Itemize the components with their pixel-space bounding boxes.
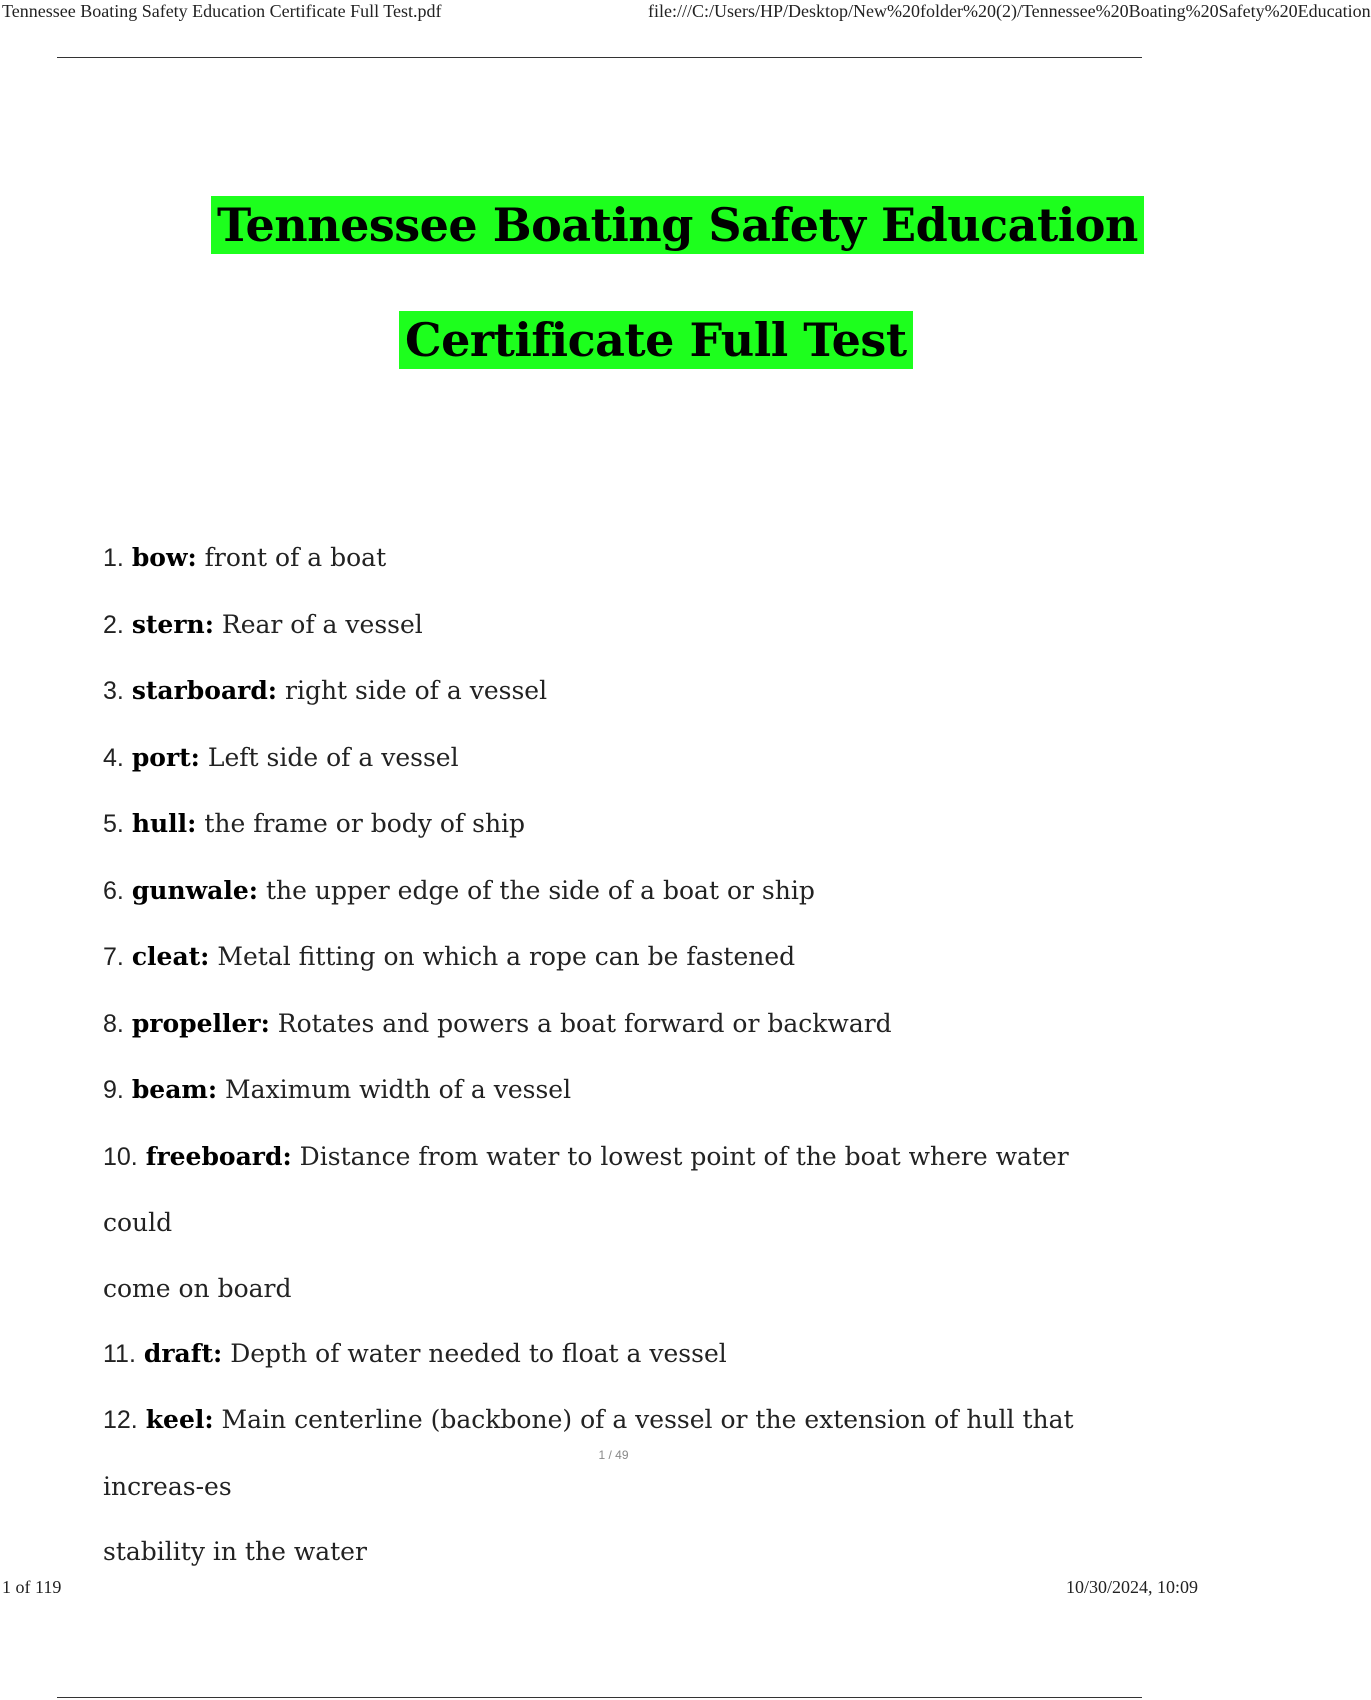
- item-definition-continuation: come on board: [103, 1273, 292, 1303]
- item-definition: front of a boat: [204, 543, 387, 572]
- item-definition: Rear of a vessel: [221, 609, 423, 639]
- item-term: bow:: [131, 543, 197, 572]
- item-definition: Depth of water needed to float a vessel: [230, 1338, 727, 1368]
- item-term: starboard:: [131, 676, 278, 705]
- list-item: [103, 1124, 1123, 1321]
- item-definition: right side of a vessel: [285, 676, 548, 705]
- term-definition-list: [103, 525, 1123, 1584]
- item-number: 3.: [103, 677, 124, 705]
- list-item: [103, 525, 1123, 592]
- item-definition: Distance from water to lowest point of the boat where water could: [103, 1141, 1069, 1237]
- pdf-page-indicator: 1 / 49: [598, 1448, 629, 1462]
- item-number: 1.: [103, 544, 124, 572]
- list-item: [103, 1387, 1123, 1584]
- item-number: 11.: [103, 1339, 136, 1368]
- item-number: 12.: [103, 1406, 138, 1434]
- item-term: freeboard:: [145, 1141, 292, 1171]
- item-term: propeller:: [131, 1008, 270, 1038]
- item-definition-continuation: stability in the water: [103, 1537, 367, 1566]
- item-definition: Main centerline (backbone) of a vessel or the extension of hull that increas-es: [103, 1405, 1074, 1501]
- item-definition: Left side of a vessel: [207, 742, 459, 772]
- item-definition: the upper edge of the side of a boat or ship: [265, 875, 815, 905]
- item-term: cleat:: [131, 942, 210, 971]
- header-divider: [57, 57, 1142, 58]
- print-footer-page-count: 1 of 119: [2, 1577, 62, 1597]
- list-item: [103, 1057, 1123, 1124]
- item-term: port:: [131, 742, 200, 772]
- item-number: 2.: [103, 610, 124, 639]
- item-number: 5.: [103, 810, 124, 838]
- item-definition: the frame or body of ship: [204, 809, 526, 838]
- list-item: [103, 592, 1123, 659]
- item-number: 9.: [103, 1076, 124, 1104]
- item-term: keel:: [145, 1405, 214, 1434]
- item-number: 4.: [103, 743, 124, 772]
- item-number: 8.: [103, 1009, 124, 1038]
- footer-divider: [57, 1697, 1142, 1698]
- item-term: beam:: [131, 1075, 218, 1104]
- print-header-file-url: file:///C:/Users/HP/Desktop/New%20folder%20(2)/Tennessee%20Boating%20Safety%20Education: [648, 1, 1371, 21]
- list-item: [103, 658, 1123, 725]
- item-definition: Maximum width of a vessel: [225, 1075, 572, 1104]
- list-item: [103, 991, 1123, 1058]
- page-title-line-2: Certificate Full Test: [399, 311, 913, 369]
- list-item: [103, 725, 1123, 792]
- item-term: stern:: [131, 609, 214, 639]
- print-header: [0, 0, 1371, 26]
- list-item: [103, 858, 1123, 925]
- item-number: 10.: [103, 1142, 138, 1171]
- item-number: 7.: [103, 943, 124, 971]
- page-title-line-1: Tennessee Boating Safety Education: [211, 196, 1144, 254]
- item-number: 6.: [103, 876, 124, 905]
- print-header-document-title: Tennessee Boating Safety Education Certificate Full Test.pdf: [2, 1, 442, 21]
- item-definition: Metal fitting on which a rope can be fastened: [217, 942, 796, 971]
- list-item: [103, 791, 1123, 858]
- item-term: draft:: [143, 1338, 223, 1368]
- item-definition: Rotates and powers a boat forward or backward: [277, 1008, 892, 1038]
- item-term: gunwale:: [131, 875, 258, 905]
- item-term: hull:: [131, 809, 197, 838]
- print-footer-datetime: 10/30/2024, 10:09: [1065, 1577, 1198, 1597]
- list-item: [103, 924, 1123, 991]
- list-item: [103, 1321, 1123, 1388]
